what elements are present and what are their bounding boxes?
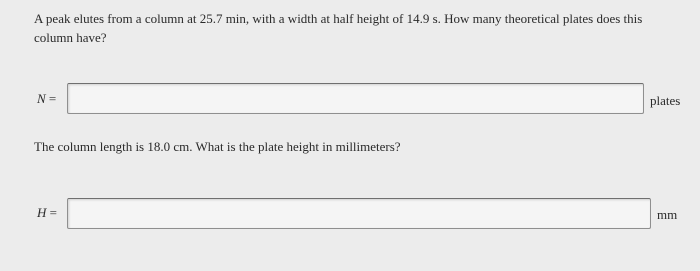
mm-unit: mm [657, 207, 678, 222]
h-answer-input[interactable] [67, 198, 651, 229]
n-label [37, 91, 56, 107]
n-variable: N [37, 91, 46, 106]
question-2-text: The column length is 18.0 cm. What is the plate height in millimeters? [34, 139, 401, 154]
h-equals: = [49, 205, 57, 220]
n-equals: = [48, 91, 57, 106]
n-answer-input[interactable] [67, 83, 644, 114]
plates-unit: plates [650, 93, 681, 108]
h-variable: H [37, 205, 47, 220]
question-1-text: A peak elutes from a column at 25.7 min, with a width at half height of 14.9 s. How many theoretical plates does this column have? [34, 11, 643, 45]
h-label [37, 205, 57, 221]
